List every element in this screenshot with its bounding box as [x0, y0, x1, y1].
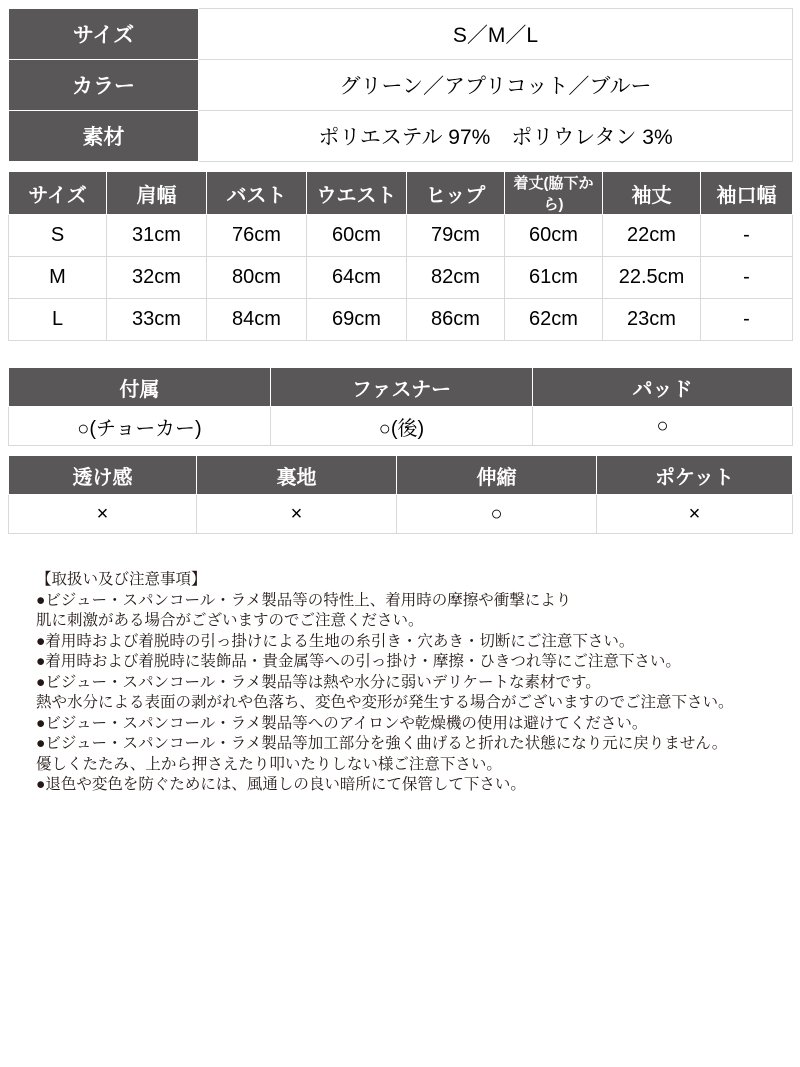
table-row	[9, 215, 793, 257]
table-header-row	[9, 368, 793, 407]
feature-header-sheerness: 透け感	[9, 456, 197, 495]
notes-line: 肌に刺激がある場合がございますのでご注意ください。	[36, 612, 424, 629]
feature-header-lining: 裏地	[197, 456, 397, 495]
measure-header-waist: ウエスト	[307, 172, 407, 215]
measure-cell: 80cm	[207, 257, 307, 299]
measure-cell: 60cm	[307, 215, 407, 257]
table-row	[9, 257, 793, 299]
feature-table	[8, 455, 793, 534]
measurement-table	[8, 171, 793, 341]
notes-line: 熱や水分による表面の剥がれや色落ち、変色や変形が発生する場合がございますのでご注意下さい。	[36, 694, 734, 711]
attach-header-accessory: 付属	[9, 368, 271, 407]
measure-cell: 86cm	[407, 299, 505, 341]
notes-line: ●着用時および着脱時の引っ掛けによる生地の糸引き・穴あき・切断にご注意下さい。	[36, 632, 635, 650]
attach-value-accessory: ○(チョーカー)	[9, 407, 271, 446]
spec-label-size: サイズ	[9, 9, 199, 60]
attach-value-pad: ○	[533, 407, 793, 446]
table-row	[9, 407, 793, 446]
feature-value-sheerness: ×	[9, 495, 197, 534]
measure-cell: S	[9, 215, 107, 257]
measure-cell: 84cm	[207, 299, 307, 341]
feature-value-stretch: ○	[397, 495, 597, 534]
measure-cell: 61cm	[505, 257, 603, 299]
table-header-row	[9, 172, 793, 215]
measure-cell: -	[701, 257, 793, 299]
measure-header-size: サイズ	[9, 172, 107, 215]
measure-cell: 76cm	[207, 215, 307, 257]
attach-value-zipper: ○(後)	[271, 407, 533, 446]
table-row	[9, 60, 793, 111]
notes-line: ●ビジュー・スパンコール・ラメ製品等加工部分を強く曲げると折れた状態になり元に戻りません。	[36, 735, 728, 752]
measure-cell: 23cm	[603, 299, 701, 341]
measure-cell: 22cm	[603, 215, 701, 257]
spec-value-size: S／M／L	[199, 9, 793, 60]
feature-value-lining: ×	[197, 495, 397, 534]
table-row	[9, 111, 793, 162]
spec-label-color: カラー	[9, 60, 199, 111]
notes-line: ●ビジュー・スパンコール・ラメ製品等の特性上、着用時の摩擦や衝撃により	[36, 591, 572, 609]
measure-header-hip: ヒップ	[407, 172, 505, 215]
spec-value-color: グリーン／アプリコット／ブルー	[199, 60, 793, 111]
measure-cell: 62cm	[505, 299, 603, 341]
measure-cell: 60cm	[505, 215, 603, 257]
measure-cell: 31cm	[107, 215, 207, 257]
notes-title: 【取扱い及び注意事項】	[36, 571, 207, 588]
attach-header-pad: パッド	[533, 368, 793, 407]
notes-line: 優しくたたみ、上から押さえたり叩いたりしない様ご注意下さい。	[36, 755, 502, 773]
care-notes	[8, 570, 792, 796]
table-row	[9, 495, 793, 534]
table-row	[9, 9, 793, 60]
notes-line: ●ビジュー・スパンコール・ラメ製品等は熱や水分に弱いデリケートな素材です。	[36, 673, 601, 691]
feature-value-pocket: ×	[597, 495, 793, 534]
measure-cell: -	[701, 215, 793, 257]
measure-header-length: 着丈(脇下から)	[505, 172, 603, 215]
measure-cell: 79cm	[407, 215, 505, 257]
feature-header-pocket: ポケット	[597, 456, 793, 495]
measure-cell: M	[9, 257, 107, 299]
feature-header-stretch: 伸縮	[397, 456, 597, 495]
measure-cell: 22.5cm	[603, 257, 701, 299]
spec-value-material: ポリエステル 97% ポリウレタン 3%	[199, 111, 793, 162]
attachment-table	[8, 367, 793, 446]
attach-header-zipper: ファスナー	[271, 368, 533, 407]
measure-cell: L	[9, 299, 107, 341]
measure-cell: 82cm	[407, 257, 505, 299]
notes-line: ●着用時および着脱時に装飾品・貴金属等への引っ掛け・摩擦・ひきつれ等にご注意下さい。	[36, 653, 681, 670]
measure-cell: -	[701, 299, 793, 341]
measure-cell: 32cm	[107, 257, 207, 299]
measure-header-bust: バスト	[207, 172, 307, 215]
notes-line: ●退色や変色を防ぐためには、風通しの良い暗所にて保管して下さい。	[36, 776, 526, 793]
spec-label-material: 素材	[9, 111, 199, 162]
measure-header-shoulder: 肩幅	[107, 172, 207, 215]
table-row	[9, 299, 793, 341]
table-header-row	[9, 456, 793, 495]
measure-header-cuff: 袖口幅	[701, 172, 793, 215]
spec-table	[8, 8, 793, 162]
measure-cell: 69cm	[307, 299, 407, 341]
notes-line: ●ビジュー・スパンコール・ラメ製品等へのアイロンや乾燥機の使用は避けてください。	[36, 714, 648, 732]
measure-header-sleeve: 袖丈	[603, 172, 701, 215]
measure-cell: 64cm	[307, 257, 407, 299]
measure-cell: 33cm	[107, 299, 207, 341]
